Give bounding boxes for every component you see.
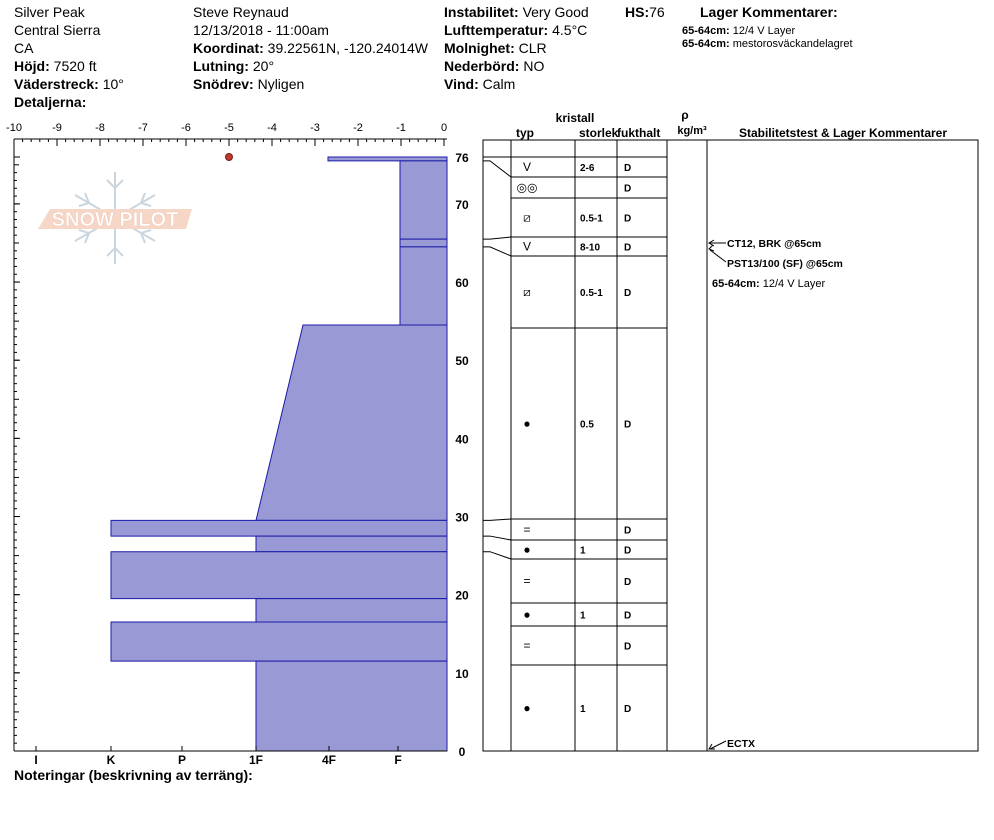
crystal-type: V (522, 160, 532, 174)
hardness-tick-label: 4F (321, 753, 337, 767)
datetime: 12/13/2018 - 11:00am (193, 22, 329, 38)
hardness-tick-label: F (394, 753, 402, 767)
header-moisture: fukthalt (617, 126, 661, 140)
test-pst: PST13/100 (SF) @65cm (727, 258, 843, 270)
crystal-type: ⧄ (523, 210, 531, 225)
depth-tick-label: 30 (455, 510, 469, 525)
crystal-type: ⧄ (523, 285, 531, 299)
layer-comment-2: 65-64cm: mestorosväckandelagret (682, 38, 853, 50)
moisture: D (624, 288, 632, 299)
elevation: Höjd: 7520 ft (14, 58, 97, 74)
test-ect: ECTX (727, 738, 756, 750)
hardness-profile (111, 157, 447, 751)
hardness-tick-label: I (34, 753, 38, 767)
depth-tick-label: 76 (455, 151, 469, 165)
depth-tick-label: 20 (455, 588, 469, 603)
depth-connector (483, 161, 511, 177)
temp-tick-label: 0 (440, 122, 448, 134)
hardness-layer-3 (400, 247, 447, 325)
observer: Steve Reynaud (193, 4, 289, 20)
slope: Lutning: 20° (193, 58, 275, 74)
crystal-type: ● (523, 416, 531, 431)
moisture: D (624, 525, 632, 537)
moisture: D (624, 213, 632, 225)
range: Central Sierra (14, 22, 101, 38)
hardness-tick-label: 1F (248, 753, 264, 767)
crystal-type: = (523, 522, 531, 537)
aspect: Väderstreck: 10° (14, 76, 124, 92)
hardness-layer-4 (256, 325, 447, 520)
crystal-size: 8-10 (580, 242, 601, 254)
crystal-type: V (522, 239, 532, 254)
crystal-size: 2-6 (580, 163, 595, 174)
temp-tick-label: -8 (95, 122, 105, 134)
depth-tick-label: 10 (455, 666, 469, 681)
crystal-size: 0.5-1 (580, 213, 603, 225)
layer-comments-title: Lager Kommentarer: (700, 4, 838, 20)
moisture: D (624, 610, 632, 622)
temp-tick-label: -3 (310, 122, 320, 134)
temperature-point (226, 154, 233, 161)
depth-connector (483, 536, 511, 540)
header-size: storlek (579, 126, 619, 140)
air-temperature: Lufttemperatur: 4.5°C (444, 22, 588, 38)
crystal-type: ◎◎ (516, 180, 538, 195)
snow-height: HS:76 (625, 4, 665, 20)
depth-connectors (483, 157, 511, 559)
sky: Molnighet: CLR (444, 40, 547, 56)
crystal-size: 0.5-1 (580, 288, 603, 299)
hardness-layer-8 (256, 599, 447, 622)
moisture: D (624, 704, 632, 715)
layer-comment-1: 65-64cm: 12/4 V Layer (682, 25, 796, 37)
temp-tick-label: -7 (138, 122, 148, 134)
moisture: D (624, 242, 632, 254)
snowpilot-logo (38, 172, 192, 264)
temp-tick-label: -5 (224, 122, 234, 134)
stability-tests (709, 240, 726, 749)
temp-tick-label: -4 (267, 122, 277, 134)
details-label: Detaljerna: (14, 94, 87, 110)
temp-tick-label: -10 (6, 122, 22, 134)
depth-tick-label: 60 (455, 276, 469, 291)
depth-connector (483, 247, 511, 256)
hardness-tick-label: P (177, 753, 187, 767)
layer-table-frame (483, 140, 978, 751)
header-rho: ρ (681, 108, 689, 122)
temp-tick-label: -2 (353, 122, 363, 134)
hardness-layer-9 (111, 622, 447, 661)
hardness-layer-10 (256, 661, 447, 751)
depth-tick-label: 70 (455, 197, 469, 212)
hardness-layer-7 (111, 552, 447, 599)
header-type: typ (516, 126, 534, 140)
moisture: D (624, 545, 632, 557)
layer-note: 65-64cm: 12/4 V Layer (712, 278, 826, 290)
location: Silver Peak (14, 4, 85, 20)
coordinates: Koordinat: 39.22561N, -120.24014W (193, 40, 428, 56)
depth-connector (483, 552, 511, 559)
hardness-layer-2 (400, 239, 447, 247)
moisture: D (624, 163, 632, 174)
crystal-size: 1 (580, 610, 586, 622)
moisture: D (624, 641, 632, 653)
temp-tick-label: -1 (396, 122, 406, 134)
state: CA (14, 40, 34, 56)
wind-loading: Snödrev: Nyligen (193, 76, 305, 92)
moisture: D (624, 183, 632, 195)
depth-tick-label: 40 (455, 432, 469, 447)
hardness-layer-6 (256, 536, 447, 552)
hardness-tick-label: K (106, 753, 116, 767)
crystal-type: ● (523, 542, 531, 557)
depth-tick-label: 50 (455, 354, 469, 369)
notes-label: Noteringar (beskrivning av terräng): (14, 767, 253, 783)
moisture: D (624, 577, 632, 588)
header-rho-unit: kg/m³ (677, 125, 707, 137)
crystal-size: 1 (580, 704, 586, 715)
wind-speed: Vind: Calm (444, 76, 516, 92)
crystal-type: ● (523, 701, 531, 715)
crystal-type: ● (523, 607, 531, 622)
hardness-layer-0 (328, 157, 447, 161)
crystal-type: = (523, 638, 531, 653)
depth-connector (483, 237, 511, 239)
test-ct: CT12, BRK @65cm (727, 238, 822, 250)
svg-text:SNOW PILOT: SNOW PILOT (51, 209, 179, 231)
depth-connector (483, 519, 511, 520)
layer-table-rows (511, 157, 667, 715)
moisture: D (624, 419, 632, 431)
hardness-layer-5 (111, 520, 447, 536)
crystal-type: = (523, 574, 531, 588)
header-crystal: kristall (555, 111, 595, 125)
temperature-points (226, 154, 233, 161)
precipitation: Nederbörd: NO (444, 58, 545, 74)
temp-tick-label: -9 (52, 122, 62, 134)
crystal-size: 0.5 (580, 419, 594, 431)
temperature-axis (6, 122, 447, 146)
crystal-size: 1 (580, 545, 586, 557)
depth-tick-label: 0 (458, 745, 466, 759)
hardness-layer-1 (400, 161, 447, 239)
temp-tick-label: -6 (181, 122, 191, 134)
header-comments: Stabilitetstest & Lager Kommentarer (738, 126, 948, 140)
stability: Instabilitet: Very Good (444, 4, 589, 20)
